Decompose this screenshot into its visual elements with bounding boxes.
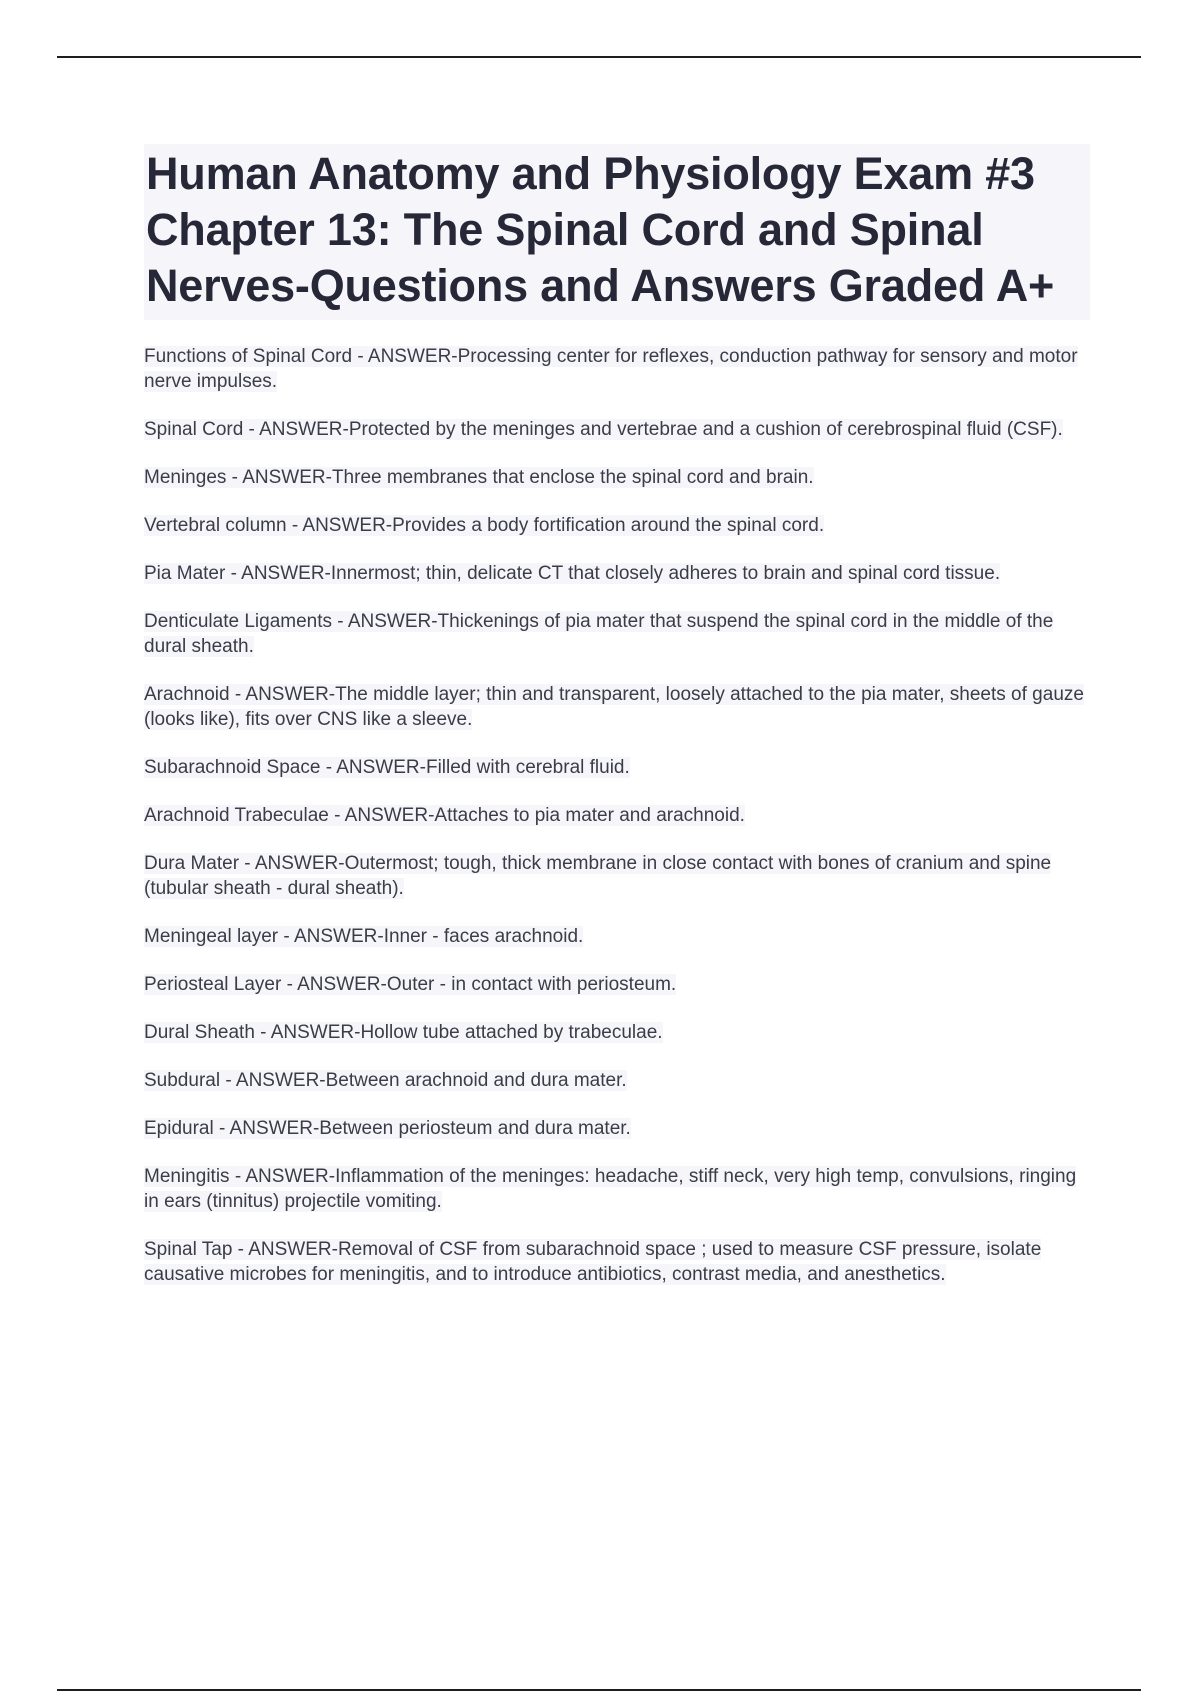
qa-item (144, 465, 1090, 490)
qa-item (144, 924, 1090, 949)
qa-text: Subarachnoid Space - ANSWER-Filled with cerebral fluid. (144, 757, 630, 778)
qa-text: Spinal Cord - ANSWER-Protected by the meninges and vertebrae and a cushion of cerebrospinal fluid (CSF). (144, 419, 1063, 440)
qa-item (144, 1116, 1090, 1141)
qa-item (144, 609, 1090, 659)
top-rule (57, 56, 1141, 58)
qa-item (144, 803, 1090, 828)
qa-item (144, 1237, 1090, 1287)
qa-text: Functions of Spinal Cord - ANSWER-Processing center for reflexes, conduction pathway for sensory and motor nerve impulses. (144, 346, 1078, 392)
qa-text: Meninges - ANSWER-Three membranes that enclose the spinal cord and brain. (144, 467, 814, 488)
qa-text: Denticulate Ligaments - ANSWER-Thickenings of pia mater that suspend the spinal cord in the middle of the dural sheath. (144, 611, 1054, 657)
qa-text: Subdural - ANSWER-Between arachnoid and dura mater. (144, 1070, 627, 1091)
qa-item (144, 1068, 1090, 1093)
qa-text: Dural Sheath - ANSWER-Hollow tube attached by trabeculae. (144, 1022, 663, 1043)
qa-item (144, 1164, 1090, 1214)
title-block (144, 144, 1090, 320)
qa-text: Meningeal layer - ANSWER-Inner - faces arachnoid. (144, 926, 584, 947)
qa-text: Epidural - ANSWER-Between periosteum and dura mater. (144, 1118, 631, 1139)
qa-text: Arachnoid - ANSWER-The middle layer; thin and transparent, loosely attached to the pia mater, sheets of gauze (looks like), fits over CNS like a sleeve. (144, 684, 1084, 730)
qa-item (144, 417, 1090, 442)
qa-list (144, 344, 1090, 1287)
qa-text: Vertebral column - ANSWER-Provides a body fortification around the spinal cord. (144, 515, 825, 536)
qa-item (144, 344, 1090, 394)
qa-text: Spinal Tap - ANSWER-Removal of CSF from subarachnoid space ; used to measure CSF pressure, isolate causative microbes for meningitis, and to introduce antibiotics, contrast media, and anesthetics. (144, 1239, 1042, 1285)
qa-text: Pia Mater - ANSWER-Innermost; thin, delicate CT that closely adheres to brain and spinal cord tissue. (144, 563, 1001, 584)
bottom-rule (57, 1689, 1141, 1691)
qa-text: Periosteal Layer - ANSWER-Outer - in contact with periosteum. (144, 974, 677, 995)
document-body (144, 144, 1090, 1310)
document-title: Human Anatomy and Physiology Exam #3 Chapter 13: The Spinal Cord and Spinal Nerves-Questions and Answers Graded A+ (146, 148, 1055, 311)
qa-text: Meningitis - ANSWER-Inflammation of the meninges: headache, stiff neck, very high temp, convulsions, ringing in ears (tinnitus) projectile vomiting. (144, 1166, 1077, 1212)
qa-item (144, 755, 1090, 780)
qa-item (144, 561, 1090, 586)
qa-item (144, 851, 1090, 901)
qa-item (144, 682, 1090, 732)
qa-item (144, 1020, 1090, 1045)
qa-item (144, 972, 1090, 997)
qa-text: Arachnoid Trabeculae - ANSWER-Attaches to pia mater and arachnoid. (144, 805, 745, 826)
qa-text: Dura Mater - ANSWER-Outermost; tough, thick membrane in close contact with bones of cranium and spine (tubular sheath - dural sheath). (144, 853, 1052, 899)
qa-item (144, 513, 1090, 538)
